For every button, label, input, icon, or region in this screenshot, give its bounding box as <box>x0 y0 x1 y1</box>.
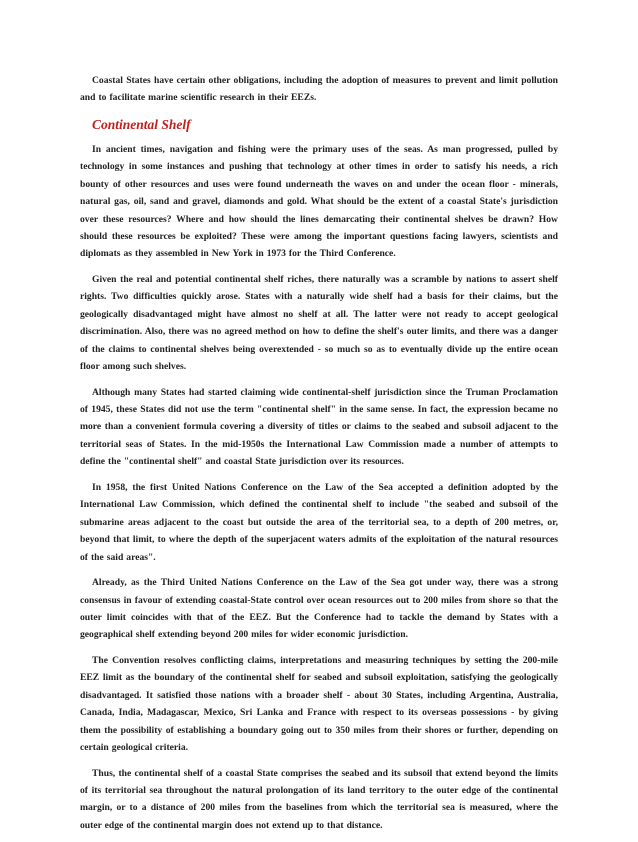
paragraph-1958-conference: In 1958, the first United Nations Conference on the Law of the Sea accepted a definition adopted by the International Law Commission, which defined the continental shelf to include "the seabed and subsoil of the submarine areas adjacent to the coast but outside the area of the territorial sea, to a depth of 200 metres, or, beyond that limit, to where the depth of the superjacent waters admits of the exploitation of the natural resources of the said areas". <box>80 481 558 563</box>
paragraph-shelf-riches: Given the real and potential continental shelf riches, there naturally was a scramble by nations to assert shelf rights. Two difficulties quickly arose. States with a naturally wide shelf had a basis for their claims, but the geologically disadvantaged might have almost no shelf at all. The latter were not ready to accept geological discrimination. Also, there was no agreed method on how to define the shelf's outer limits, and there was a danger of the claims to continental shelves being overextended - so much so as to eventually divide up the entire ocean floor among such shelves. <box>80 274 558 373</box>
document-body <box>80 72 558 842</box>
section-heading: Continental Shelf <box>92 117 191 132</box>
paragraph-truman-proclamation: Although many States had started claiming wide continental-shelf jurisdiction since the Truman Proclamation of 1945, these States did not use the term "continental shelf" in the same sense. In fact, the expression became no more than a convenient formula covering a diversity of titles or claims to the seabed and subsoil adjacent to the territorial seas of States. In the mid-1950s the International Law Commission made a number of attempts to define the "continental shelf" and coastal State jurisdiction over its resources. <box>80 386 558 468</box>
paragraph-definition: Thus, the continental shelf of a coastal State comprises the seabed and its subsoil that extend beyond the limits of its territorial sea throughout the natural prolongation of its land territory to the outer edge of the continental margin, or to a distance of 200 miles from the baselines from which the territorial sea is measured, where the outer edge of the continental margin does not extend up to that distance. <box>80 767 558 831</box>
paragraph-convention: The Convention resolves conflicting claims, interpretations and measuring techniques by setting the 200-mile EEZ limit as the boundary of the continental shelf for seabed and subsoil exploitation, satisfying the geologically disadvantaged. It satisfied those nations with a broader shelf - about 30 States, including Argentina, Australia, Canada, India, Madagascar, Mexico, Sri Lanka and France with respect to its overseas possessions - by giving them the possibility of establishing a boundary going out to 350 miles from their shores or further, depending on certain geological criteria. <box>80 654 558 753</box>
paragraph-ancient-times: In ancient times, navigation and fishing were the primary uses of the seas. As man progressed, pulled by technology in some instances and pushing that technology at other times in order to satisfy his needs, a rich bounty of other resources and uses were found underneath the waves on and under the ocean floor - minerals, natural gas, oil, sand and gravel, diamonds and gold. What should be the extent of a coastal State's jurisdiction over these resources? Where and how should the lines demarcating their continental shelves be drawn? How should these resources be exploited? These were among the important questions facing lawyers, scientists and diplomats as they assembled in New York in 1973 for the Third Conference. <box>80 144 558 260</box>
intro-paragraph: Coastal States have certain other obligations, including the adoption of measures to prevent and limit pollution and to facilitate marine scientific research in their EEZs. <box>80 75 558 104</box>
paragraph-third-conference: Already, as the Third United Nations Conference on the Law of the Sea got under way, there was a strong consensus in favour of extending coastal-State control over ocean resources out to 200 miles from shore so that the outer limit coincides with that of the EEZ. But the Conference had to tackle the demand by States with a geographical shelf extending beyond 200 miles for wider economic jurisdiction. <box>80 577 558 641</box>
